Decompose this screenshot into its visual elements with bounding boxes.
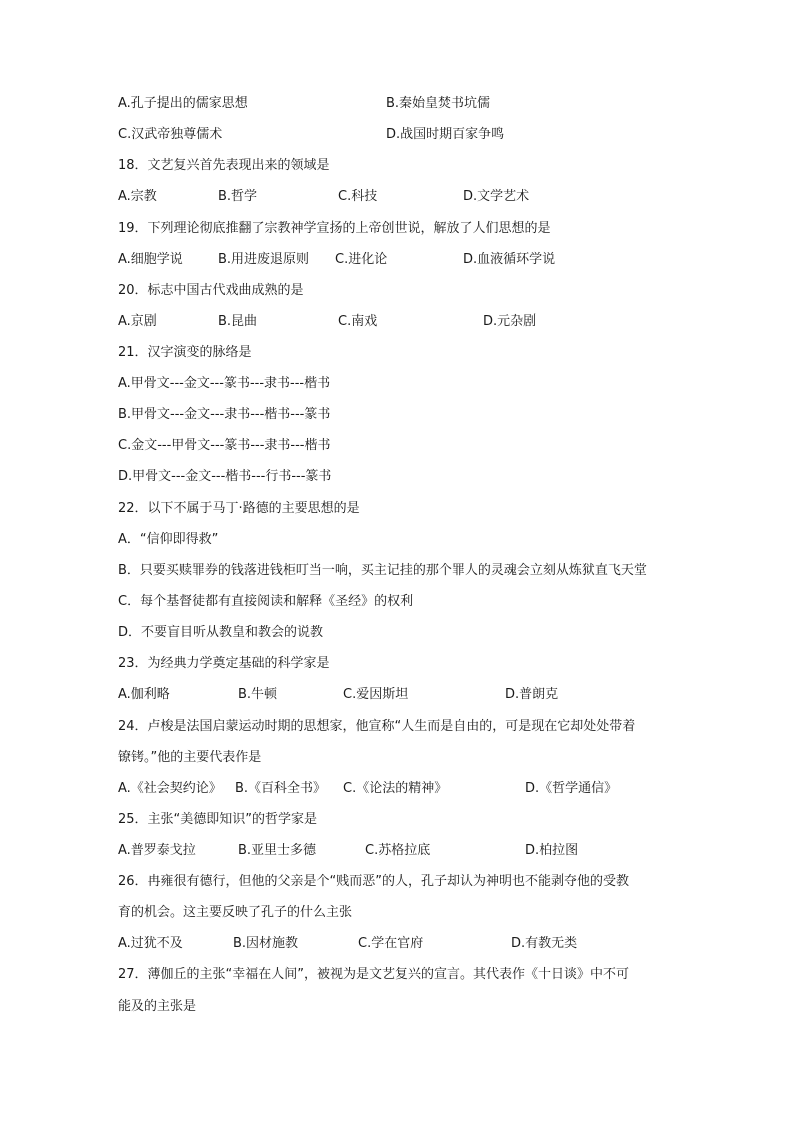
answer-option: A.伽利略 [118, 687, 170, 702]
answer-option: B.秦始皇焚书坑儒 [386, 96, 491, 111]
text-line: B．只要买赎罪券的钱落进钱柜叮当一响，买主记挂的那个罪人的灵魂会立刻从炼狱直飞天堂 [118, 563, 647, 578]
text-line: B.甲骨文---金文---隶书---楷书---篆书 [118, 407, 331, 422]
text-line: C．每个基督徒都有直接阅读和解释《圣经》的权利 [118, 594, 414, 609]
answer-option: B.因材施教 [233, 936, 299, 951]
option-row [118, 686, 684, 704]
option-row [118, 780, 684, 798]
text-line: C.金文---甲骨文---篆书---隶书---楷书 [118, 438, 331, 453]
question-stem: 20．标志中国古代戏曲成熟的是 [118, 283, 304, 298]
text-line: A.甲骨文---金文---篆书---隶书---楷书 [118, 376, 331, 391]
answer-option: C.学在官府 [358, 936, 424, 951]
answer-option: B.哲学 [218, 189, 258, 204]
question-stem: 21．汉字演变的脉络是 [118, 345, 252, 360]
answer-option: C.爱因斯坦 [343, 687, 409, 702]
answer-option: A.京剧 [118, 314, 157, 329]
text-line: A．“信仰即得救” [118, 532, 219, 547]
answer-option: D.元杂剧 [483, 314, 537, 329]
option-row [118, 251, 684, 269]
answer-option: C.苏格拉底 [365, 843, 431, 858]
answer-option: A.宗教 [118, 189, 157, 204]
answer-option: C.《论法的精神》 [343, 781, 448, 796]
answer-option: C.科技 [338, 189, 378, 204]
question-stem: 23．为经典力学奠定基础的科学家是 [118, 656, 330, 671]
question-stem: 26．冉雍很有德行，但他的父亲是个“贱而恶”的人，孔子却认为神明也不能剥夺他的受教 [118, 874, 630, 889]
question-stem: 18．文艺复兴首先表现出来的领域是 [118, 158, 330, 173]
question-stem: 24．卢梭是法国启蒙运动时期的思想家，他宣称“人生而是自由的，可是现在它却处处带着 [118, 719, 636, 734]
option-row [118, 188, 684, 206]
answer-option: C.南戏 [338, 314, 378, 329]
answer-option: B.昆曲 [218, 314, 258, 329]
answer-option: D.有教无类 [511, 936, 578, 951]
answer-option: A.普罗泰戈拉 [118, 843, 196, 858]
answer-option: B.用进废退原则 [218, 252, 310, 267]
answer-option: A.细胞学说 [118, 252, 183, 267]
option-row [118, 95, 684, 113]
answer-option: D.文学艺术 [463, 189, 530, 204]
text-line: 能及的主张是 [118, 999, 197, 1014]
question-stem: 22．以下不属于马丁·路德的主要思想的是 [118, 501, 360, 516]
answer-option: B.《百科全书》 [235, 781, 327, 796]
option-row [118, 126, 684, 144]
answer-option: D.《哲学通信》 [525, 781, 618, 796]
text-line: D.甲骨文---金文---楷书---行书---篆书 [118, 469, 332, 484]
answer-option: A.孔子提出的儒家思想 [118, 96, 248, 111]
answer-option: A.《社会契约论》 [118, 781, 222, 796]
answer-option: B.牛顿 [238, 687, 278, 702]
answer-option: D.普朗克 [505, 687, 559, 702]
option-row [118, 935, 684, 953]
text-line: 育的机会。这主要反映了孔子的什么主张 [118, 905, 353, 920]
answer-option: D.柏拉图 [525, 843, 579, 858]
question-stem: 25．主张“美德即知识”的哲学家是 [118, 812, 318, 827]
answer-option: C.汉武帝独尊儒术 [118, 127, 223, 142]
option-row [118, 313, 684, 331]
answer-option: D.战国时期百家争鸣 [386, 127, 505, 142]
text-line: D．不要盲目听从教皇和教会的说教 [118, 625, 324, 640]
answer-option: D.血液循环学说 [463, 252, 556, 267]
answer-option: A.过犹不及 [118, 936, 183, 951]
answer-option: B.亚里士多德 [238, 843, 317, 858]
answer-option: C.进化论 [335, 252, 388, 267]
question-stem: 19．下列理论彻底推翻了宗教神学宣扬的上帝创世说，解放了人们思想的是 [118, 221, 551, 236]
option-row [118, 842, 684, 860]
text-line: 镣铐。”他的主要代表作是 [118, 750, 262, 765]
question-stem: 27．薄伽丘的主张“幸福在人间”，被视为是文艺复兴的宣言。其代表作《十日谈》中不可 [118, 967, 630, 982]
